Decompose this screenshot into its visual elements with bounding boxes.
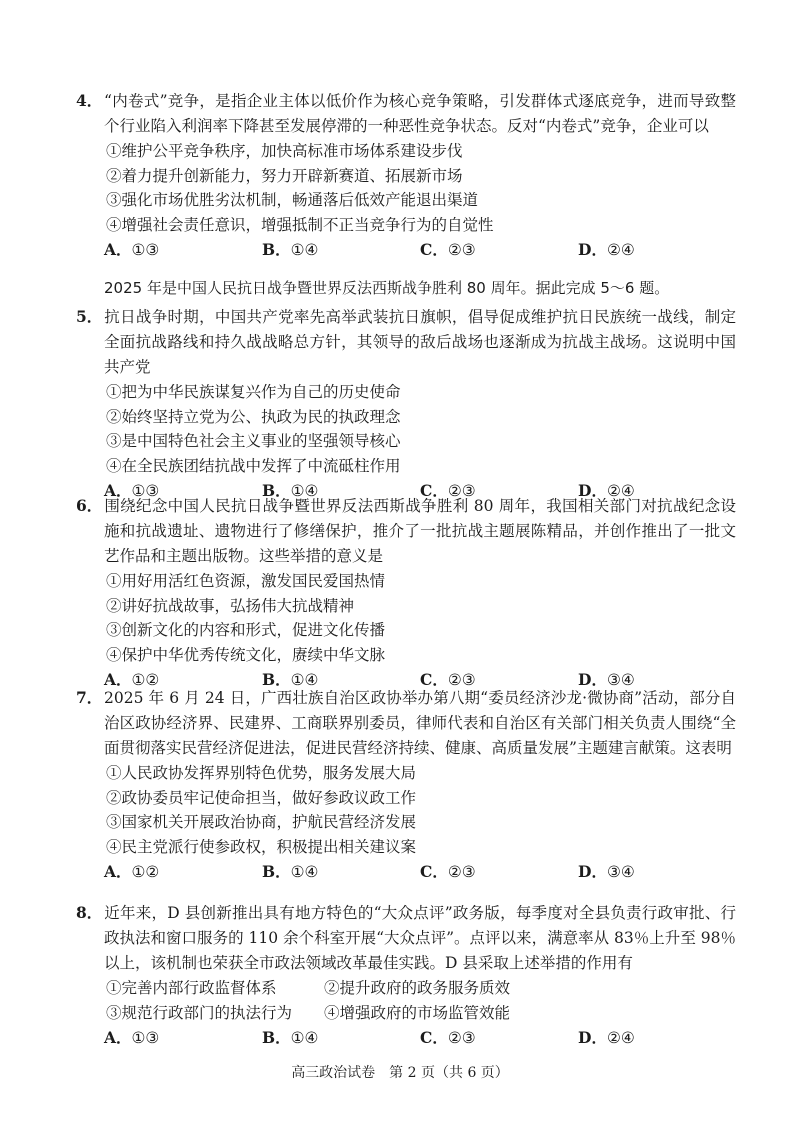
- choice-a: A．①③: [104, 240, 160, 259]
- stem-text: 近年来，D 县创新推出具有地方特色的“大众点评”政务版，每季度对全县负责行政审批、行政执法和窗口服务的 110 余个科室开展“大众点评”。点评以来，满意率从 83％上升至 98％以上，该机制也荣获全市政法领域改革最佳实践。D 县采取上述举措的作用有: [104, 904, 736, 972]
- option-4: ④民主党派行使参政权，积极提出相关建议案: [106, 837, 417, 856]
- choice-d: D．②④: [578, 1028, 635, 1047]
- choice-b: B．①④: [262, 240, 319, 259]
- page-footer: 高三政治试卷 第 2 页（共 6 页）: [291, 1065, 509, 1081]
- option-3: ③国家机关开展政治协商，护航民营经济发展: [106, 813, 417, 831]
- choice-c: C．②③: [420, 481, 476, 500]
- choice-d: D．②④: [578, 240, 635, 259]
- question-number: 7．: [76, 688, 103, 707]
- question-number: 8．: [76, 903, 103, 922]
- stem-text: “内卷式”竞争，是指企业主体以低价作为核心竞争策略，引发群体式逐底竞争，进而导致整个行业陷入利润率下降甚至发展停滞的一种恶性竞争状态。反对“内卷式”竞争，企业可以: [104, 92, 736, 135]
- question-4: [76, 88, 736, 263]
- option-1: ①人民政协发挥界别特色优势，服务发展大局: [106, 764, 417, 782]
- choice-b: B．①④: [262, 862, 319, 881]
- option-1: ①维护公平竞争秩序，加快高标准市场体系建设步伐: [106, 142, 463, 160]
- passage-note: 2025 年是中国人民抗日战争暨世界反法西斯战争胜利 80 周年。据此完成 5～6 题。: [104, 279, 670, 297]
- choice-c: C．②③: [420, 1028, 476, 1047]
- option-2: ②讲好抗战故事，弘扬伟大抗战精神: [106, 596, 355, 615]
- question-number: 5．: [76, 307, 103, 326]
- option-2: ②提升政府的政务服务质效: [324, 979, 511, 997]
- option-4: ④增强社会责任意识，增强抵制不正当竞争行为的自觉性: [106, 215, 494, 234]
- question-number: 6．: [76, 496, 103, 515]
- choice-b: B．①④: [262, 670, 319, 689]
- option-4: ④在全民族团结抗战中发挥了中流砥柱作用: [106, 456, 401, 475]
- choice-c: C．②③: [420, 670, 476, 689]
- question-stem: [76, 493, 736, 569]
- option-1: ①把为中华民族谋复兴作为自己的历史使命: [106, 383, 401, 401]
- choice-b: B．①④: [262, 481, 319, 500]
- option-3: ③是中国特色社会主义事业的坚强领导核心: [106, 432, 401, 450]
- choice-b: B．①④: [262, 1028, 319, 1047]
- choice-d: D．②④: [578, 481, 635, 500]
- option-3: ③规范行政部门的执法行为: [106, 1003, 293, 1022]
- choice-c: C．②③: [420, 240, 476, 259]
- answer-choices: [104, 1025, 736, 1051]
- question-8: [76, 900, 736, 1051]
- choice-d: D．③④: [578, 670, 635, 689]
- option-2: ②着力提升创新能力，努力开辟新赛道、拓展新市场: [106, 166, 463, 185]
- choice-a: A．①②: [104, 670, 160, 689]
- question-stem: [76, 900, 736, 976]
- choice-d: D．③④: [578, 862, 635, 881]
- question-stem: [76, 685, 736, 761]
- option-row: [106, 1001, 736, 1026]
- option-1: ①完善内部行政监督体系: [106, 979, 277, 997]
- stem-text: 围绕纪念中国人民抗日战争暨世界反法西斯战争胜利 80 周年，我国相关部门对抗战纪念设施和抗战遗址、遗物进行了修缮保护，推介了一批抗战主题展陈精品，并创作推出了一批文艺作品和主题出版物。这些举措的意义是: [104, 497, 736, 565]
- choice-a: A．①②: [104, 862, 160, 881]
- choice-a: A．①③: [104, 481, 160, 500]
- answer-choices: [104, 859, 736, 885]
- stem-text: 2025 年 6 月 24 日，广西壮族自治区政协举办第八期“委员经济沙龙·微协商”活动，部分自治区政协经济界、民建界、工商联界别委员，律师代表和自治区有关部门相关负责人围绕“全面贯彻落实民营经济促进法，促进民营经济持续、健康、高质量发展”主题建言献策。这表明: [104, 689, 736, 757]
- option-4: ④保护中华优秀传统文化，赓续中华文脉: [106, 645, 386, 664]
- question-stem: [76, 304, 736, 380]
- stem-text: 抗日战争时期，中国共产党率先高举武装抗日旗帜，倡导促成维护抗日民族统一战线，制定全面抗战路线和持久战战略总方针，其领导的敌后战场也逐渐成为抗战主战场。这说明中国共产党: [104, 308, 736, 376]
- option-3: ③强化市场优胜劣汰机制，畅通落后低效产能退出渠道: [106, 191, 479, 209]
- option-3: ③创新文化的内容和形式，促进文化传播: [106, 621, 386, 639]
- option-row: [106, 976, 736, 1001]
- question-6: [76, 493, 736, 693]
- choice-a: A．①③: [104, 1028, 160, 1047]
- question-5: [76, 304, 736, 504]
- question-7: [76, 685, 736, 885]
- option-2: ②始终坚持立党为公、执政为民的执政理念: [106, 407, 401, 426]
- option-4: ④增强政府的市场监管效能: [324, 1003, 511, 1022]
- choice-c: C．②③: [420, 862, 476, 881]
- option-2: ②政协委员牢记使命担当，做好参政议政工作: [106, 788, 417, 807]
- answer-choices: [104, 237, 736, 263]
- option-1: ①用好用活红色资源，激发国民爱国热情: [106, 572, 386, 590]
- question-stem: [76, 88, 736, 139]
- question-number: 4．: [76, 91, 103, 110]
